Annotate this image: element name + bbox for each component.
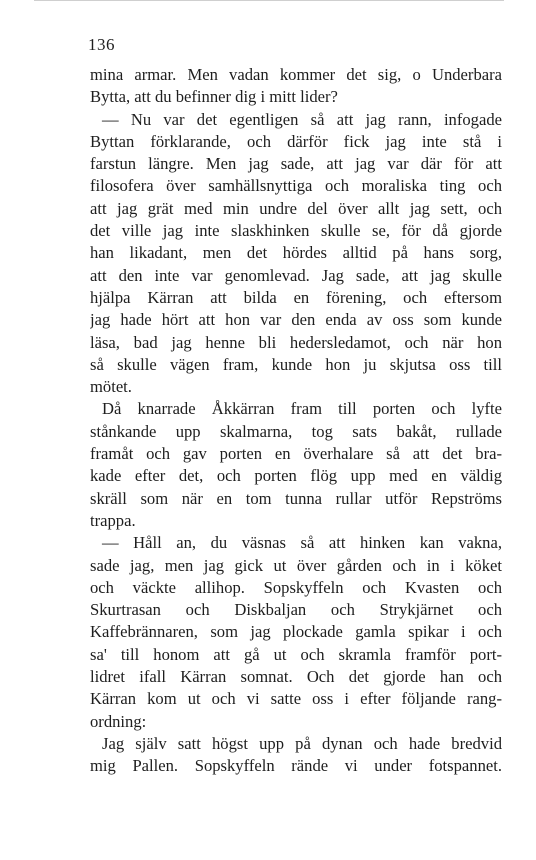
text-line: filosofera över samhällsnyttiga och moraliska ting och [90,176,502,196]
text-line: jag hade hört att hon var den enda av oss som kunde [90,310,502,330]
text-line: Bytta, att du befinner dig i mitt lider? [90,87,338,107]
text-line: Skurtrasan och Diskbaljan och Strykjärnet och [90,600,502,620]
body-text [90,64,502,778]
text-line: kade efter det, och porten flög upp med en väldig [90,466,502,486]
text-line: mig Pallen. Sopskyffeln rände vi under fotspannet. [90,756,502,776]
top-edge-rule [34,0,504,1]
text-line: — Håll an, du väsnas så att hinken kan vakna, [102,533,502,553]
text-line: sa' till honom att gå ut och skramla framför port- [90,644,502,664]
text-line: läsa, bad jag henne bli hedersledamot, och när hon [90,332,502,352]
text-line: sade jag, men jag gick ut över gården och in i köket [90,555,502,575]
text-line: stånkande upp skalmarna, tog sats bakåt, rullade [90,421,502,441]
text-line: att jag grät med min undre del över allt jag sett, och [90,198,502,218]
page-number: 136 [88,35,115,54]
text-line: mötet. [90,377,132,397]
text-line: lidret ifall Kärran somnat. Och det gjorde han och [90,667,502,687]
text-line: han likadant, men det hördes alltid på hans sorg, [90,243,502,263]
text-line: skräll som när en tom tunna rullar utför Repströms [90,488,502,508]
text-line: Kaffebrännaren, som jag plockade gamla spikar i och [90,622,502,642]
text-line: trappa. [90,510,136,530]
text-line: att den inte var genomlevad. Jag sade, att jag skulle [90,265,502,285]
text-line: och väckte allihop. Sopskyffeln och Kvasten och [90,577,502,597]
text-line: Jag själv satt högst upp på dynan och hade bredvid [102,733,502,753]
text-line: Då knarrade Åkkärran fram till porten och lyfte [102,399,502,419]
text-line: så skulle vägen fram, kunde hon ju skjutsa oss till [90,354,502,374]
text-line: — Nu var det egentligen så att jag rann, infogade [102,109,502,129]
text-line: mina armar. Men vadan kommer det sig, o Underbara [90,65,502,84]
text-line: Kärran kom ut och vi satte oss i efter följande rang- [90,689,502,709]
text-line: hjälpa Kärran att bilda en förening, och eftersom [90,287,502,307]
text-line: det ville jag inte slaskhinken skulle se, för då gjorde [90,221,502,241]
text-line: ordning: [90,711,147,731]
text-line: Byttan förklarande, och därför fick jag inte stå i [90,131,502,151]
text-line: framåt och gav porten en överhalare så att det bra- [90,444,502,464]
text-line: farstun längre. Men jag sade, att jag var där för att [90,154,502,174]
